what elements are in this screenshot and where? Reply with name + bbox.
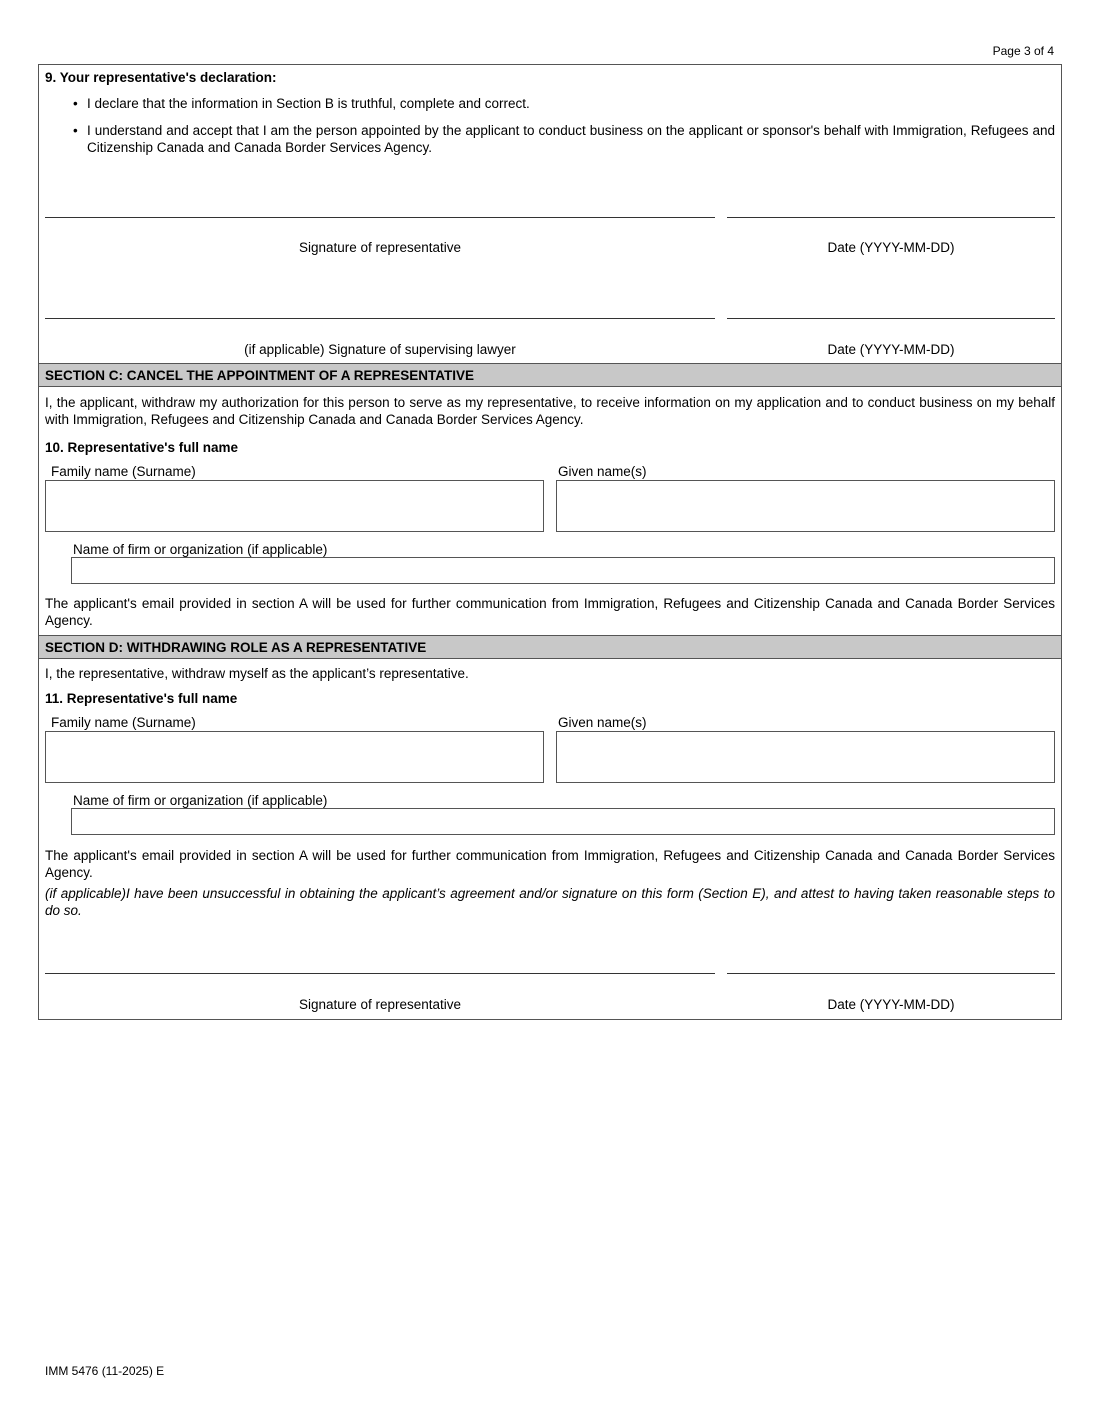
given-name-label: Given name(s) bbox=[558, 715, 1055, 732]
section-d-attest-note: (if applicable)I have been unsuccessful in obtaining the applicant’s agreement and/or signature on this form (Section E), and attest to having taken reasonable steps to do so. bbox=[45, 886, 1055, 918]
signature-representative-label: Signature of representative bbox=[298, 997, 462, 1012]
signature-representative-label: Signature of representative bbox=[298, 240, 462, 255]
q10-heading: 10. Representative's full name bbox=[45, 440, 239, 455]
q11-heading: 11. Representative's full name bbox=[45, 691, 238, 706]
page-number: Page 3 of 4 bbox=[992, 44, 1054, 58]
date-field-2[interactable] bbox=[727, 318, 1055, 319]
date-field-1[interactable] bbox=[727, 217, 1055, 218]
signature-representative-field[interactable] bbox=[45, 973, 715, 974]
given-name-input[interactable] bbox=[556, 480, 1055, 532]
section-d-email-note: The applicant's email provided in section A will be used for further communication from Immigration, Refugees and Citizenship Canada and Canada Border Services Agency. bbox=[45, 848, 1055, 880]
signature-lawyer-field[interactable] bbox=[45, 318, 715, 319]
family-name-input[interactable] bbox=[45, 480, 544, 532]
date-label-3: Date (YYYY-MM-DD) bbox=[827, 997, 955, 1012]
family-name-label: Family name (Surname) bbox=[51, 715, 544, 732]
firm-label: Name of firm or organization (if applicable) bbox=[73, 542, 1055, 559]
date-label-1: Date (YYYY-MM-DD) bbox=[827, 240, 955, 255]
q9-bullet-1: I declare that the information in Section B is truthful, complete and correct. bbox=[87, 96, 530, 111]
form-code: IMM 5476 (11-2025) E bbox=[45, 1364, 165, 1378]
q9-bullet-2: I understand and accept that I am the person appointed by the applicant to conduct business on the applicant or sponsor's behalf with Immigration, Refugees and Citizenship Canada and Canada Border Services Agency. bbox=[87, 123, 1055, 155]
section-c-header: SECTION C: CANCEL THE APPOINTMENT OF A REPRESENTATIVE bbox=[39, 363, 1061, 387]
family-name-input[interactable] bbox=[45, 731, 544, 783]
form-frame bbox=[38, 64, 1062, 1020]
firm-input[interactable] bbox=[71, 808, 1055, 835]
section-d-header: SECTION D: WITHDRAWING ROLE AS A REPRESENTATIVE bbox=[39, 635, 1061, 659]
given-name-input[interactable] bbox=[556, 731, 1055, 783]
date-label-2: Date (YYYY-MM-DD) bbox=[827, 342, 955, 357]
family-name-label: Family name (Surname) bbox=[51, 464, 544, 481]
section-d-intro: I, the representative, withdraw myself as the applicant’s representative. bbox=[45, 666, 469, 681]
section-c-email-note: The applicant's email provided in section A will be used for further communication from Immigration, Refugees and Citizenship Canada and Canada Border Services Agency. bbox=[45, 596, 1055, 628]
signature-representative-field[interactable] bbox=[45, 217, 715, 218]
firm-input[interactable] bbox=[71, 557, 1055, 584]
bullet-icon: • bbox=[73, 123, 78, 138]
signature-lawyer-label: (if applicable) Signature of supervising lawyer bbox=[244, 342, 516, 357]
q9-heading: 9. Your representative's declaration: bbox=[45, 70, 277, 85]
firm-label: Name of firm or organization (if applicable) bbox=[73, 793, 1055, 810]
date-field-3[interactable] bbox=[727, 973, 1055, 974]
section-c-intro: I, the applicant, withdraw my authorization for this person to serve as my representative, to receive information on my application and to conduct business on my behalf with Immigration, Refugees and Citizenship Canada and Canada Border Services Agency. bbox=[45, 395, 1055, 427]
bullet-icon: • bbox=[73, 96, 78, 111]
given-name-label: Given name(s) bbox=[558, 464, 1055, 481]
